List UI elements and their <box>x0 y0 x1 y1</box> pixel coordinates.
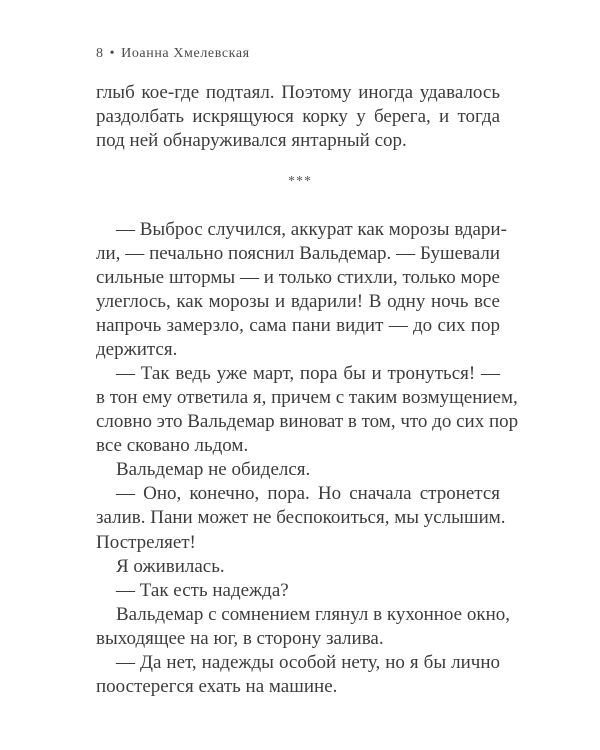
text-line: словно это Вальдемар виноват в том, что до сих пор <box>96 411 519 432</box>
author-name: Иоанна Хмелевская <box>121 46 250 61</box>
running-header <box>96 46 250 62</box>
text-line: все сковано льдом. <box>96 435 249 456</box>
text-line: выходящее на юг, в сторону залива. <box>96 628 384 649</box>
text-line: Вальдемар с сомнением глянул в кухонное окно, <box>116 604 510 625</box>
header-separator: • <box>109 46 116 61</box>
text-line: Постреляет! <box>96 532 196 553</box>
page-number: 8 <box>96 46 104 61</box>
text-line: Вальдемар не обиделся. <box>116 459 311 480</box>
text-line: залив. Пани может не беспокоиться, мы услышим. <box>96 507 506 528</box>
text-line: Я оживилась. <box>116 556 225 577</box>
text-line: ли, — печально пояснил Вальдемар. — Бушевали <box>96 243 500 264</box>
text-line: улеглось, как морозы и вдарили! В одну ночь все <box>96 291 500 312</box>
text-line: напрочь замерзло, сама пани видит — до сих пор <box>96 315 500 336</box>
text-line: раздолбать искрящуюся корку у берега, и тогда <box>96 106 500 127</box>
text-line: — Так есть надежда? <box>116 580 289 601</box>
text-line: — Выброс случился, аккурат как морозы вдари- <box>116 219 507 240</box>
text-line: под ней обнаруживался янтарный сор. <box>96 130 407 151</box>
text-line: в тон ему ответила я, причем с таким возмущением, <box>96 387 518 408</box>
text-line: — Так ведь уже март, пора бы и тронуться! — <box>116 363 500 384</box>
text-line: глыб кое-где подтаял. Поэтому иногда удавалось <box>96 82 500 103</box>
text-line: поостерегся ехать на машине. <box>96 676 338 697</box>
text-line: сильные штормы — и только стихли, только море <box>96 267 500 288</box>
section-break: *** <box>288 174 312 189</box>
text-line: держится. <box>96 339 178 360</box>
text-line: — Оно, конечно, пора. Но сначала стронется <box>116 483 500 504</box>
text-line: — Да нет, надежды особой нету, но я бы лично <box>116 652 500 673</box>
